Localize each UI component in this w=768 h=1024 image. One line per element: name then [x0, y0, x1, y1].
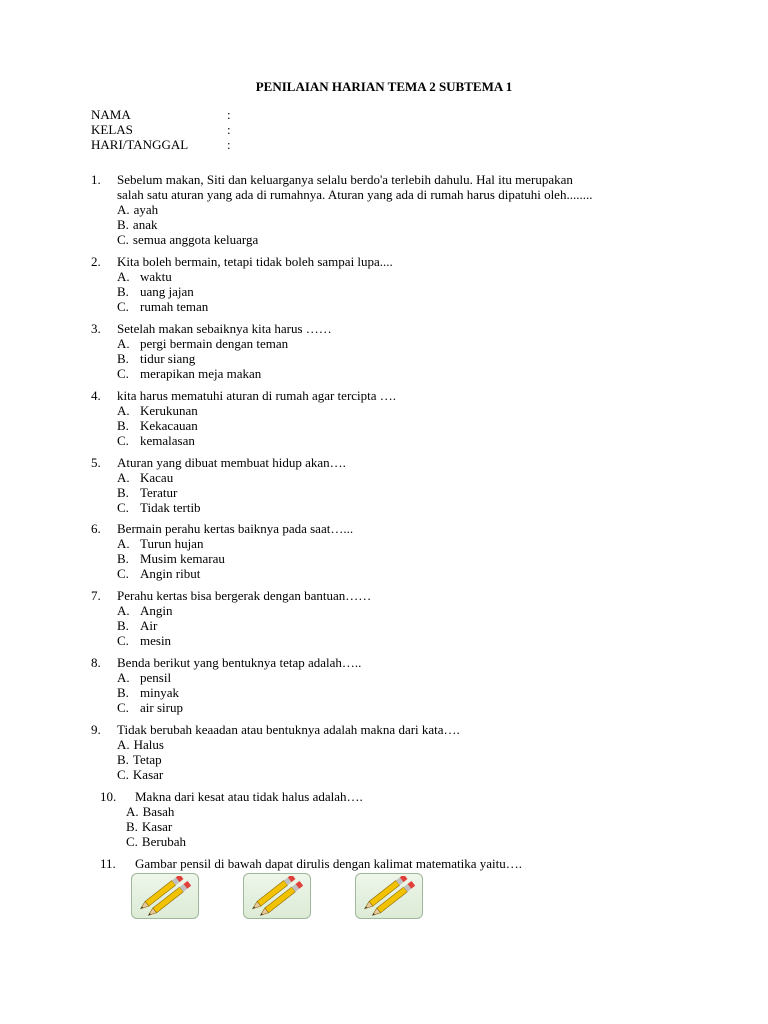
option-c: C. kemalasan [117, 433, 195, 448]
option-b: B. anak [117, 217, 158, 232]
identity-row-kelas [91, 122, 231, 137]
question-3 [91, 321, 332, 381]
identity-row-nama [91, 107, 231, 122]
option-b: B. Musim kemarau [117, 551, 225, 566]
pencil-pair-icon [246, 876, 308, 916]
option-a: A. Kerukunan [117, 403, 198, 418]
question-text: Benda berikut yang bentuknya tetap adalah….. [117, 655, 362, 670]
page-title-text: PENILAIAN HARIAN TEMA 2 SUBTEMA 1 [255, 79, 513, 94]
identity-colon: : [227, 137, 231, 152]
option-c: C. Tidak tertib [117, 500, 201, 515]
option-b: B. uang jajan [117, 284, 194, 299]
question-5 [91, 455, 346, 515]
question-1 [91, 172, 592, 247]
question-number: 3. [91, 321, 101, 336]
option-c: C. semua anggota keluarga [117, 232, 259, 247]
question-6 [91, 521, 353, 581]
pencil-pair-icon [134, 876, 196, 916]
question-number: 8. [91, 655, 101, 670]
option-a: A. Angin [117, 603, 173, 618]
option-b: B. tidur siang [117, 351, 196, 366]
question-number: 6. [91, 521, 101, 536]
question-text: Makna dari kesat atau tidak halus adalah…. [135, 789, 363, 804]
question-text: Setelah makan sebaiknya kita harus …… [117, 321, 332, 336]
identity-label: HARI/TANGGAL [91, 137, 189, 152]
option-b: B. Kasar [126, 819, 173, 834]
question-text: Aturan yang dibuat membuat hidup akan…. [117, 455, 346, 470]
question-text-continued: salah satu aturan yang ada di rumahnya. Aturan yang ada di rumah harus dipatuhi oleh........ [117, 187, 593, 202]
pencil-image [355, 873, 423, 919]
identity-label: NAMA [91, 107, 131, 122]
question-number: 5. [91, 455, 101, 470]
question-2 [91, 254, 393, 314]
identity-colon: : [227, 107, 231, 122]
question-7 [91, 588, 371, 648]
question-number: 7. [91, 588, 101, 603]
option-a: A. ayah [117, 202, 159, 217]
identity-colon: : [227, 122, 231, 137]
option-c: C. air sirup [117, 700, 183, 715]
option-a: A. pergi bermain dengan teman [117, 336, 289, 351]
pencil-image [131, 873, 199, 919]
option-c: C. merapikan meja makan [117, 366, 262, 381]
question-number: 11. [100, 856, 116, 871]
pencil-image [243, 873, 311, 919]
question-text: Sebelum makan, Siti dan keluarganya selalu berdo'a terlebih dahulu. Hal itu merupakan [117, 172, 573, 187]
question-number: 9. [91, 722, 101, 737]
question-text: Bermain perahu kertas baiknya pada saat…... [117, 521, 354, 536]
option-b: B. minyak [117, 685, 179, 700]
option-a: A. Kacau [117, 470, 174, 485]
page-title [0, 79, 768, 95]
question-number: 1. [91, 172, 101, 187]
option-a: A. pensil [117, 670, 172, 685]
question-text: kita harus mematuhi aturan di rumah agar tercipta …. [117, 388, 397, 403]
option-c: C. Berubah [126, 834, 186, 849]
option-a: A. waktu [117, 269, 172, 284]
option-b: B. Teratur [117, 485, 178, 500]
question-10 [100, 789, 363, 849]
option-c: C. Angin ribut [117, 566, 201, 581]
option-c: C. Kasar [117, 767, 164, 782]
option-c: C. rumah teman [117, 299, 209, 314]
option-a: A. Halus [117, 737, 164, 752]
option-b: B. Air [117, 618, 158, 633]
identity-row-hari-tanggal [91, 137, 231, 152]
question-text: Perahu kertas bisa bergerak dengan bantuan…… [117, 588, 372, 603]
identity-label: KELAS [91, 122, 133, 137]
question-8 [91, 655, 361, 715]
option-b: B. Tetap [117, 752, 162, 767]
option-c: C. mesin [117, 633, 172, 648]
question-number: 4. [91, 388, 101, 403]
question-number: 10. [100, 789, 117, 804]
question-4 [91, 388, 396, 448]
option-b: B. Kekacauan [117, 418, 198, 433]
pencil-pair-icon [358, 876, 420, 916]
question-text: Tidak berubah keaadan atau bentuknya adalah makna dari kata…. [117, 722, 460, 737]
question-11 [100, 856, 522, 871]
question-text: Gambar pensil di bawah dapat dirulis dengan kalimat matematika yaitu…. [135, 856, 522, 871]
option-a: A. Turun hujan [117, 536, 204, 551]
question-9 [91, 722, 460, 782]
question-text: Kita boleh bermain, tetapi tidak boleh sampai lupa.... [117, 254, 393, 269]
question-number: 2. [91, 254, 101, 269]
option-a: A. Basah [126, 804, 175, 819]
